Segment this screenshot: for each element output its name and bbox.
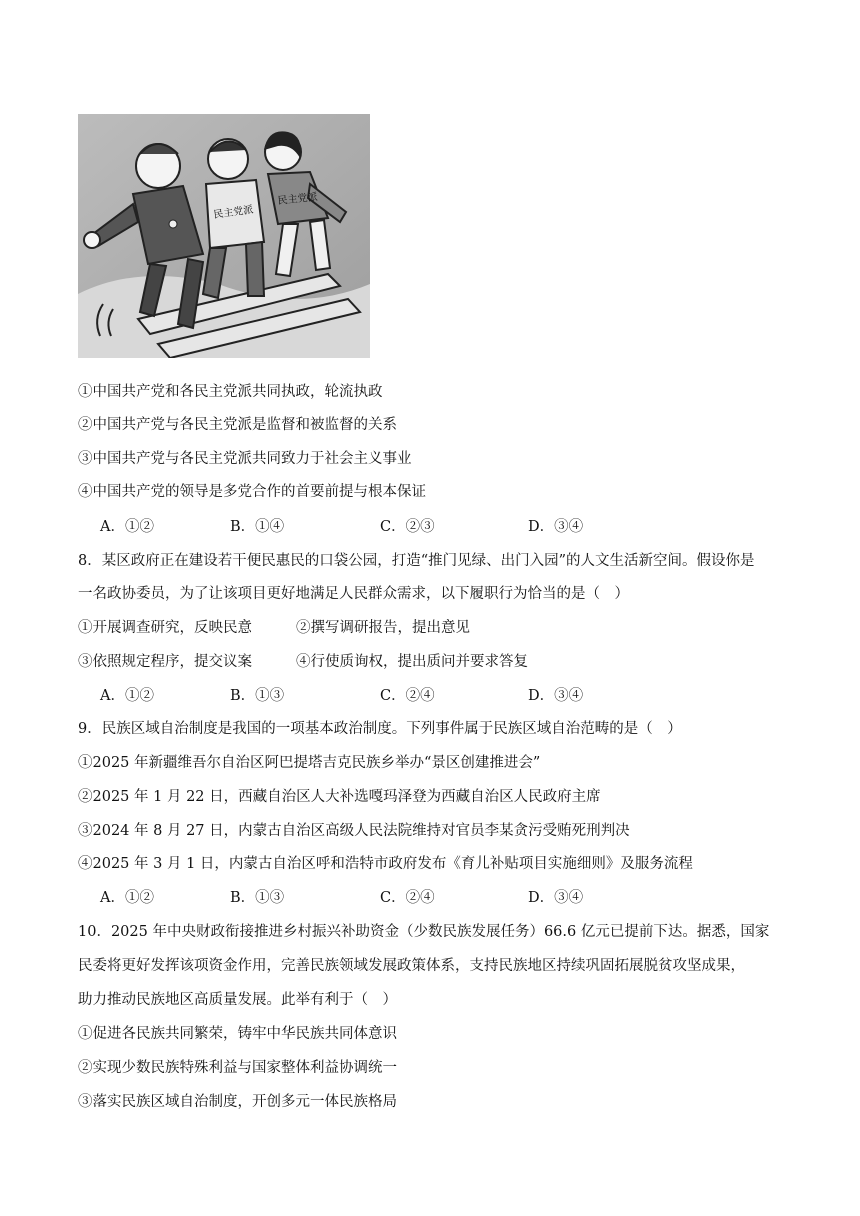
q10-statement-3: ③落实民族区域自治制度，开创多元一体民族格局: [78, 1094, 397, 1110]
q8-statement-2: ②撰写调研报告，提出意见: [296, 620, 470, 636]
q8-stem-line-2: 一名政协委员，为了让该项目更好地满足人民群众需求，以下履职行为恰当的是（ ）: [78, 586, 629, 602]
q7-option-d[interactable]: D．③④: [528, 519, 584, 535]
q8-statement-4: ④行使质询权，提出质问并要求答复: [296, 654, 528, 670]
q7-option-a[interactable]: A．①②: [100, 519, 154, 535]
q8-stem-line-1: 8．某区政府正在建设若干便民惠民的口袋公园，打造“推门见绿、出门入园”的人文生活新空间。假设你是: [78, 553, 755, 569]
q7-statement-1: ①中国共产党和各民主党派共同执政，轮流执政: [78, 384, 383, 400]
q8-statements-row-1: [78, 618, 470, 638]
q8-statement-1: ①开展调查研究，反映民意: [78, 620, 252, 636]
q9-option-b[interactable]: B．①③: [230, 890, 285, 906]
q9-statement-3: ③2024 年 8 月 27 日，内蒙古自治区高级人民法院维持对官员李某贪污受贿死刑判决: [78, 823, 630, 839]
q7-option-b[interactable]: B．①④: [230, 519, 285, 535]
q9-statement-1: ①2025 年新疆维吾尔自治区阿巴提塔吉克民族乡举办“景区创建推进会”: [78, 755, 541, 771]
cartoon-illustration: [78, 114, 370, 358]
cartoon-label-right: 民主党派: [277, 191, 319, 207]
q10-stem-line-3: 助力推动民族地区高质量发展。此举有利于（ ）: [78, 992, 397, 1008]
q7-statement-2: ②中国共产党与各民主党派是监督和被监督的关系: [78, 417, 397, 433]
q8-option-b[interactable]: B．①③: [230, 688, 285, 704]
q8-option-a[interactable]: A．①②: [100, 688, 154, 704]
q9-stem-line-1: 9．民族区域自治制度是我国的一项基本政治制度。下列事件属于民族区域自治范畴的是（ ）: [78, 721, 682, 737]
q7-statement-4: ④中国共产党的领导是多党合作的首要前提与根本保证: [78, 484, 426, 500]
q8-statements-row-2: [78, 652, 528, 672]
q9-statement-2: ②2025 年 1 月 22 日，西藏自治区人大补选嘎玛泽登为西藏自治区人民政府主席: [78, 789, 601, 805]
q10-stem-line-1: 10．2025 年中央财政衔接推进乡村振兴补助资金（少数民族发展任务）66.6 亿元已提前下达。据悉，国家: [78, 924, 770, 940]
q9-option-c[interactable]: C．②④: [380, 890, 435, 906]
q9-option-a[interactable]: A．①②: [100, 890, 154, 906]
q10-statement-2: ②实现少数民族特殊利益与国家整体利益协调统一: [78, 1060, 397, 1076]
q10-stem-line-2: 民委将更好发挥该项资金作用，完善民族领域发展政策体系，支持民族地区持续巩固拓展脱贫攻坚成果，: [78, 958, 745, 974]
q7-option-c[interactable]: C．②③: [380, 519, 435, 535]
q7-statement-3: ③中国共产党与各民主党派共同致力于社会主义事业: [78, 451, 412, 467]
q8-option-d[interactable]: D．③④: [528, 688, 584, 704]
q8-statement-3: ③依照规定程序，提交议案: [78, 654, 252, 670]
q9-option-d[interactable]: D．③④: [528, 890, 584, 906]
q8-option-c[interactable]: C．②④: [380, 688, 435, 704]
cartoon-label-left: 民主党派: [212, 204, 255, 221]
q10-statement-1: ①促进各民族共同繁荣，铸牢中华民族共同体意识: [78, 1026, 397, 1042]
q9-statement-4: ④2025 年 3 月 1 日，内蒙古自治区呼和浩特市政府发布《育儿补贴项目实施细则》及服务流程: [78, 856, 693, 872]
